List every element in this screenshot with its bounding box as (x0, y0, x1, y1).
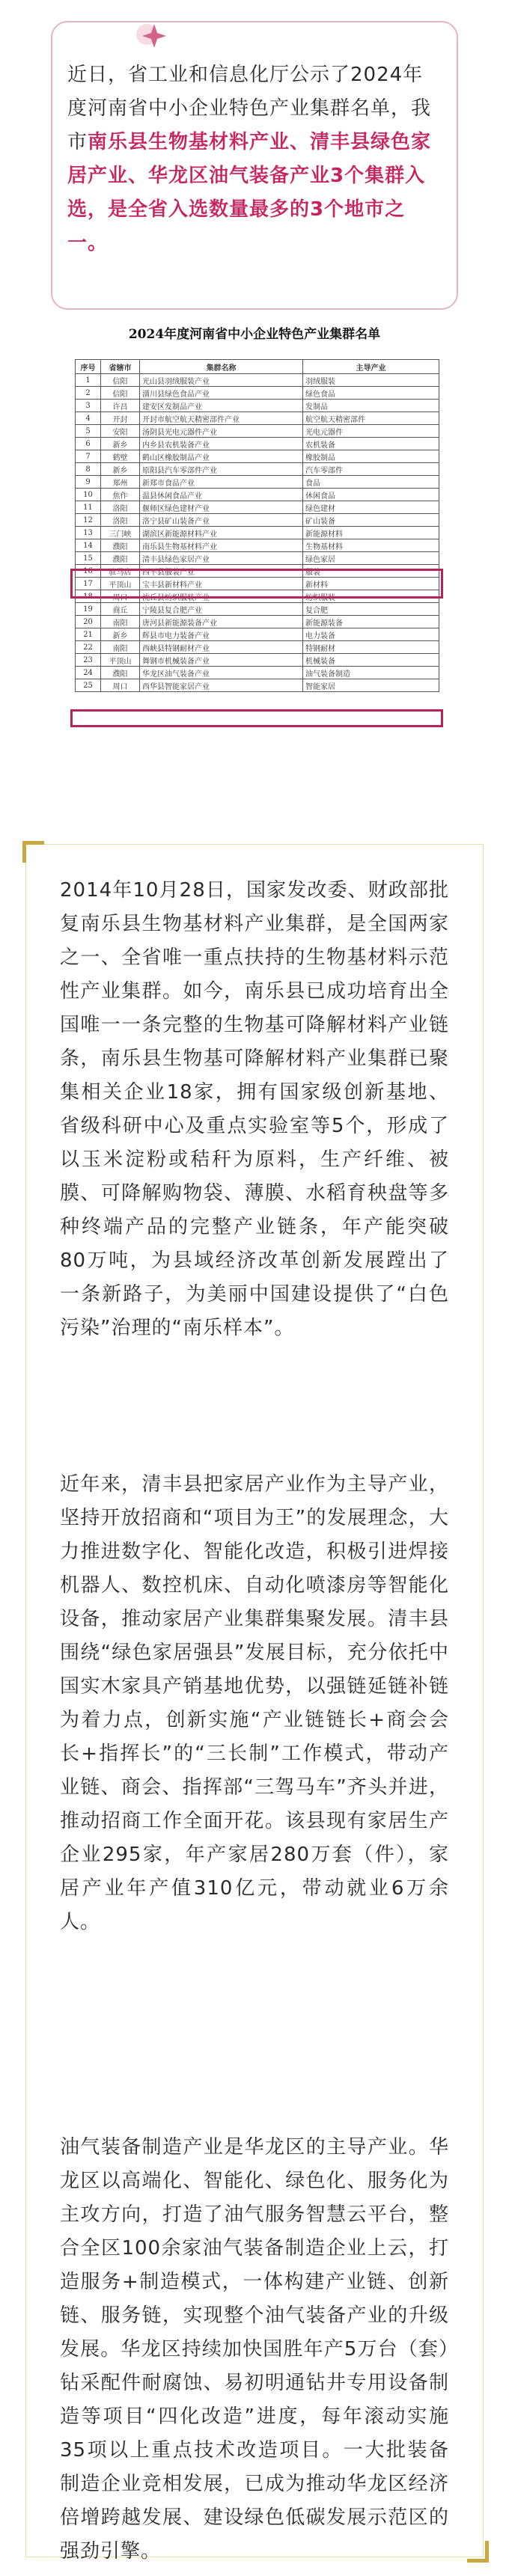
table-row (76, 450, 439, 463)
row-number: 12 (76, 514, 101, 527)
row-number: 21 (76, 628, 101, 641)
row-number: 7 (76, 450, 101, 463)
table-row (76, 654, 439, 667)
row-city: 濮阳 (101, 552, 140, 565)
row-number: 24 (76, 667, 101, 679)
corner-decoration (467, 2541, 489, 2563)
row-cluster-name: 潢川县绿色食品产业 (140, 387, 303, 400)
table-row (76, 539, 439, 552)
row-cluster-name: 辉县市电力装备产业 (140, 628, 303, 641)
row-city: 洛阳 (101, 501, 140, 514)
row-number: 6 (76, 438, 101, 450)
row-city: 郑州 (101, 476, 140, 489)
row-city: 新乡 (101, 628, 140, 641)
row-city: 濮阳 (101, 539, 140, 552)
cluster-table (75, 359, 439, 692)
table-row (76, 641, 439, 654)
row-city: 洛阳 (101, 514, 140, 527)
row-cluster-name: 舞钢市机械装备产业 (140, 654, 303, 667)
table-row (76, 463, 439, 476)
row-industry: 电力装备 (303, 628, 439, 641)
header-cell: 集群名称 (140, 360, 303, 374)
row-number: 10 (76, 489, 101, 501)
row-industry: 汽车零部件 (303, 463, 439, 476)
row-cluster-name: 内乡县农机装备产业 (140, 438, 303, 450)
row-cluster-name: 原阳县汽车零部件产业 (140, 463, 303, 476)
table-row (76, 603, 439, 616)
row-city: 驻马店 (101, 565, 140, 578)
row-city: 新乡 (101, 463, 140, 476)
intro-card (51, 21, 458, 310)
row-cluster-name: 温县休闲食品产业 (140, 489, 303, 501)
row-cluster-name: 宝丰县新材料产业 (140, 578, 303, 590)
row-cluster-name: 西峡县特钢耐材产业 (140, 641, 303, 654)
row-cluster-name: 偃师区绿色建材产业 (140, 501, 303, 514)
table-row (76, 438, 439, 450)
paragraph-hualong: 油气装备制造产业是华龙区的主导产业。华龙区以高端化、智能化、绿色化、服务化为主攻方向，打造了油气服务智慧云平台，整合全区100余家油气装备制造企业上云，打造服务+制造模式，一体构建产业链、创新链、服务链，实现整个油气装备产业的升级发展。华龙区持续加快国胜年产5万台（套）钻采配件耐腐蚀、易初明通钻井专用设备制造等项目“四化改造”进度，每年滚动实施35项以上重点技术改造项目。一大批装备制造企业竞相发展，已成为推动华龙区经济倍增跨越发展、建设绿色低碳发展示范区的强劲引擎。 (60, 2136, 449, 2563)
row-cluster-name: 开封市航空航天精密部件产业 (140, 412, 303, 425)
row-number: 11 (76, 501, 101, 514)
header-cell: 主导产业 (303, 360, 439, 374)
row-number: 1 (76, 374, 101, 387)
row-industry: 羽绒服装 (303, 374, 439, 387)
row-cluster-name: 建安区发制品产业 (140, 400, 303, 412)
row-industry: 油气装备制造 (303, 667, 439, 679)
row-city: 商丘 (101, 603, 140, 616)
table-row (76, 476, 439, 489)
row-number: 19 (76, 603, 101, 616)
row-city: 开封 (101, 412, 140, 425)
row-cluster-name: 湖滨区新能源材料产业 (140, 527, 303, 539)
row-number: 17 (76, 578, 101, 590)
row-city: 三门峡 (101, 527, 140, 539)
row-industry: 食品 (303, 476, 439, 489)
row-city: 鹤壁 (101, 450, 140, 463)
row-cluster-name: 清丰县绿色家居产业 (140, 552, 303, 565)
row-industry: 服装 (303, 565, 439, 578)
intro-text: 近日，省工业和信息化厅公示了2024年度河南省中小企业特色产业集群名单，我市 (67, 64, 432, 153)
row-city: 濮阳 (101, 667, 140, 679)
row-city: 许昌 (101, 400, 140, 412)
row-industry: 绿色建材 (303, 501, 439, 514)
row-cluster-name: 鹤山区橡胶制品产业 (140, 450, 303, 463)
row-number: 18 (76, 590, 101, 603)
row-number: 23 (76, 654, 101, 667)
row-city: 周口 (101, 679, 140, 692)
paragraph-nanle: 2014年10月28日，国家发改委、财政部批复南乐县生物基材料产业集群，是全国两家之一、全省唯一重点扶持的生物基材料示范性产业集群。如今，南乐县已成功培育出全国唯一一条完整的生物基可降解材料产业链条，南乐县生物基可降解材料产业集群已聚集相关企业18家，拥有国家级创新基地、省级科研中心及重点实验室等5个，形成了以玉米淀粉或秸秆为原料，生产纤维、被膜、可降解购物袋、薄膜、水稻育秧盘等多种终端产品的完整产业链条，年产能突破80万吨，为县域经济改革创新发展蹚出了一条新路子，为美丽中国建设提供了“白色污染”治理的“南乐样本”。 (60, 879, 449, 1339)
table-row (76, 667, 439, 679)
row-number: 15 (76, 552, 101, 565)
table-row (76, 374, 439, 387)
row-industry: 新材料 (303, 578, 439, 590)
row-industry: 矿山装备 (303, 514, 439, 527)
row-cluster-name: 沈丘县纺织服装产业 (140, 590, 303, 603)
row-industry: 机械装备 (303, 654, 439, 667)
row-cluster-name: 汤阴县光电元器件产业 (140, 425, 303, 438)
table-row (76, 616, 439, 628)
row-city: 南阳 (101, 616, 140, 628)
row-industry: 特钢耐材 (303, 641, 439, 654)
row-city: 信阳 (101, 387, 140, 400)
table-row (76, 628, 439, 641)
row-number: 8 (76, 463, 101, 476)
row-number: 13 (76, 527, 101, 539)
table-row (76, 489, 439, 501)
row-industry: 新能源装备 (303, 616, 439, 628)
row-cluster-name: 光山县羽绒服装产业 (140, 374, 303, 387)
corner-decoration (22, 841, 44, 863)
row-cluster-name: 西华县智能家居产业 (140, 679, 303, 692)
row-city: 周口 (101, 590, 140, 603)
row-industry: 橡胶制品 (303, 450, 439, 463)
row-number: 2 (76, 387, 101, 400)
row-number: 9 (76, 476, 101, 489)
row-city: 平顶山 (101, 578, 140, 590)
row-number: 22 (76, 641, 101, 654)
row-city: 信阳 (101, 374, 140, 387)
row-number: 4 (76, 412, 101, 425)
row-cluster-name: 西平县服装产业 (140, 565, 303, 578)
row-industry: 绿色家居 (303, 552, 439, 565)
row-city: 安阳 (101, 425, 140, 438)
row-city: 平顶山 (101, 654, 140, 667)
row-number: 5 (76, 425, 101, 438)
row-industry: 航空航天精密部件 (303, 412, 439, 425)
row-city: 新乡 (101, 438, 140, 450)
row-cluster-name: 洛宁县矿山装备产业 (140, 514, 303, 527)
row-number: 14 (76, 539, 101, 552)
row-city: 南阳 (101, 641, 140, 654)
row-industry: 新能源材料 (303, 527, 439, 539)
intro-paragraph (67, 58, 443, 260)
table-row (76, 527, 439, 539)
highlight-box-nanle-qingfeng (70, 569, 443, 599)
row-cluster-name: 唐河县新能源装备产业 (140, 616, 303, 628)
table-row (76, 387, 439, 400)
intro-highlight: 南乐县生物基材料产业、清丰县绿色家居产业、华龙区油气装备产业3个集群入选，是全省入选数量最多的3个地市之一。 (67, 131, 432, 254)
table-row (76, 412, 439, 425)
table-row (76, 514, 439, 527)
highlight-box-hualong (70, 709, 443, 727)
row-industry: 休闲食品 (303, 489, 439, 501)
row-number: 3 (76, 400, 101, 412)
row-industry: 生物基材料 (303, 539, 439, 552)
row-industry: 农机装备 (303, 438, 439, 450)
table-row (76, 679, 439, 692)
header-cell: 省辖市 (101, 360, 140, 374)
row-industry: 复合肥 (303, 603, 439, 616)
row-industry: 绿色食品 (303, 387, 439, 400)
row-industry: 纺织服装 (303, 590, 439, 603)
table-row (76, 552, 439, 565)
row-industry: 光电元器件 (303, 425, 439, 438)
row-cluster-name: 华龙区油气装备产业 (140, 667, 303, 679)
table-row (76, 425, 439, 438)
table-row (76, 400, 439, 412)
row-city: 焦作 (101, 489, 140, 501)
row-industry: 发制品 (303, 400, 439, 412)
row-industry: 智能家居 (303, 679, 439, 692)
row-number: 20 (76, 616, 101, 628)
header-cell: 序号 (76, 360, 101, 374)
table-title: 2024年度河南省中小企业特色产业集群名单 (128, 327, 381, 342)
row-cluster-name: 南乐县生物基材料产业 (140, 539, 303, 552)
row-number: 16 (76, 565, 101, 578)
row-number: 25 (76, 679, 101, 692)
table-header-row (76, 360, 439, 374)
row-cluster-name: 新郑市食品产业 (140, 476, 303, 489)
row-cluster-name: 宁陵县复合肥产业 (140, 603, 303, 616)
table-row (76, 501, 439, 514)
paragraph-qingfeng: 近年来，清丰县把家居产业作为主导产业，坚持开放招商和“项目为王”的发展理念，大力推进数字化、智能化改造，积极引进焊接机器人、数控机床、自动化喷漆房等智能化设备，推动家居产业集群集聚发展。清丰县围绕“绿色家居强县”发展目标，充分依托中国实木家具产销基地优势，以强链延链补链为着力点，创新实施“产业链链长+商会会长+指挥长”的“三长制”工作模式，带动产业链、商会、指挥部“三驾马车”齐头并进，推动招商工作全面开花。该县现有家居生产企业295家，年产家居280万套（件），家居产业年产值310亿元，带动就业6万余人。 (60, 1473, 449, 1933)
